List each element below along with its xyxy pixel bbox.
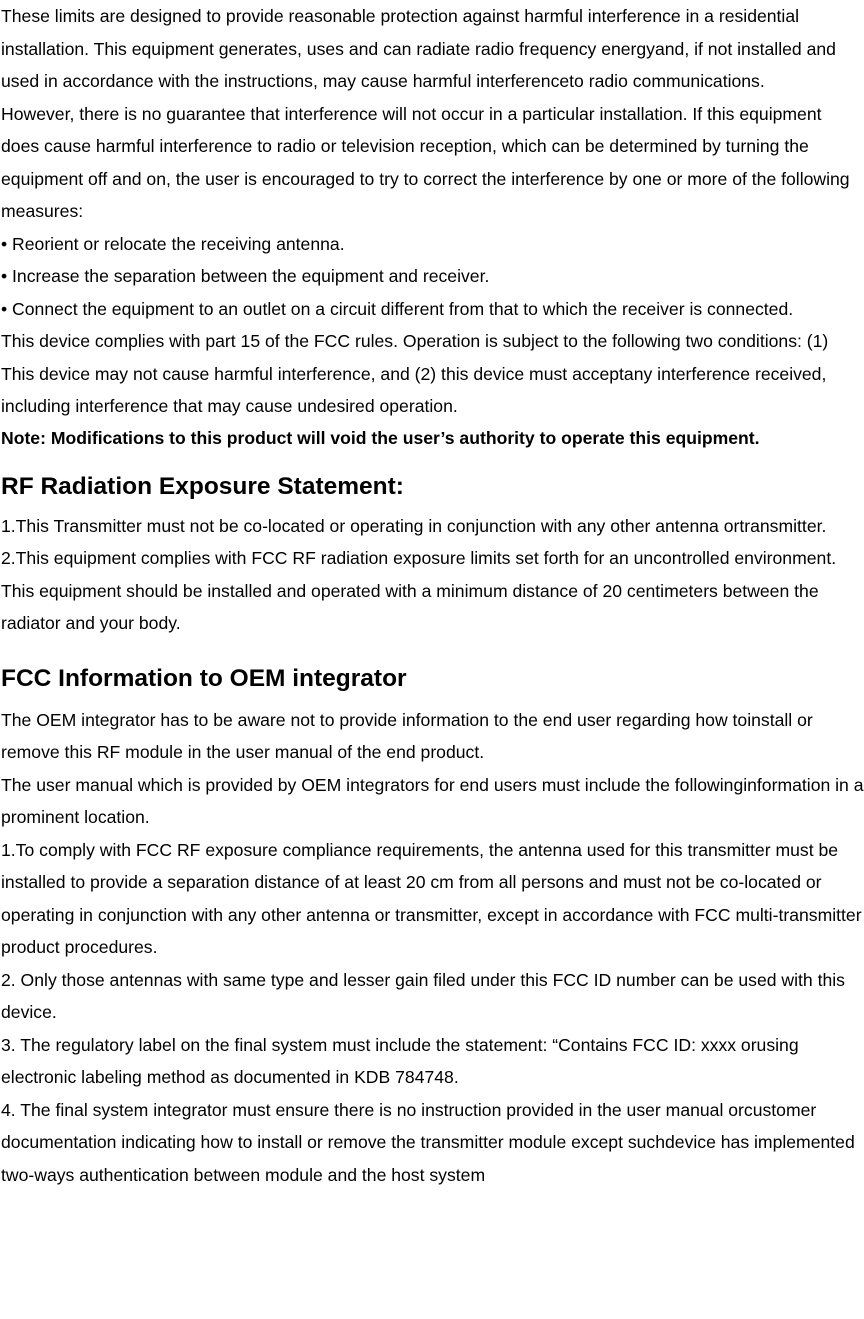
intro-paragraph-guarantee: However, there is no guarantee that interference will not occur in a particular installation. If this equipment does cause harmful interference to radio or television reception, which can be determined by turning the equipment off and on, the user is encouraged to try to correct the interference by one or more of the following measures:	[1, 103, 850, 221]
oem-paragraph-manual: The user manual which is provided by OEM integrators for end users must include the followinginformation in a prominent location.	[1, 774, 864, 827]
oem-item-antennas: 2. Only those antennas with same type and lesser gain filed under this FCC ID number can be used with this device.	[1, 969, 845, 1022]
rf-paragraph-colocation: 1.This Transmitter must not be co‐located or operating in conjunction with any other antenna ortransmitter.	[1, 515, 827, 536]
rf-paragraph-limits: 2.This equipment complies with FCC RF radiation exposure limits set forth for an uncontrolled environment. This equipment should be installed and operated with a minimum distance of 20 centimeters between the radiator and your body.	[1, 548, 837, 633]
measure-increase-separation: • Increase the separation between the equipment and receiver.	[1, 266, 490, 286]
oem-item-rf-compliance: 1.To comply with FCC RF exposure compliance requirements, the antenna used for this transmitter must be installed to provide a separation distance of at least 20 cm from all persons and must not be co‐located or operating in conjunction with any other antenna or transmitter, except in accordance with FCC multi‐transmitter product procedures.	[1, 839, 862, 957]
rf-exposure-heading: RF Radiation Exposure Statement:	[1, 472, 404, 500]
modifications-note: Note: Modifications to this product will void the user’s authority to operate this equipment.	[1, 427, 760, 448]
oem-item-instructions: 4. The final system integrator must ensure there is no instruction provided in the user manual orcustomer documentation indicating how to install or remove the transmitter module except suchdevice has implemented two‐ways authentication between module and the host system	[1, 1099, 855, 1185]
measure-connect-outlet: • Connect the equipment to an outlet on a circuit different from that to which the receiver is connected.	[1, 298, 794, 319]
intro-paragraph-limits: These limits are designed to provide reasonable protection against harmful interference in a residential installation. This equipment generates, uses and can radiate radio frequency energyand, if not installed and used in accordance with the instructions, may cause harmful interferenceto radio communications.	[1, 6, 836, 91]
intro-paragraph-part15: This device complies with part 15 of the FCC rules. Operation is subject to the following two conditions: (1) This device may not cause harmful interference, and (2) this device must acceptany interference received, including interference that may cause undesired operation.	[1, 331, 829, 416]
oem-item-label: 3. The regulatory label on the final system must include the statement: “Contains FCC ID: xxxx orusing electronic labeling method as documented in KDB 784748.	[1, 1034, 799, 1087]
measure-reorient: • Reorient or relocate the receiving antenna.	[1, 233, 345, 254]
oem-paragraph-awareness: The OEM integrator has to be aware not to provide information to the end user regarding how toinstall or remove this RF module in the user manual of the end product.	[1, 709, 813, 762]
oem-integrator-heading: FCC Information to OEM integrator	[1, 664, 407, 692]
